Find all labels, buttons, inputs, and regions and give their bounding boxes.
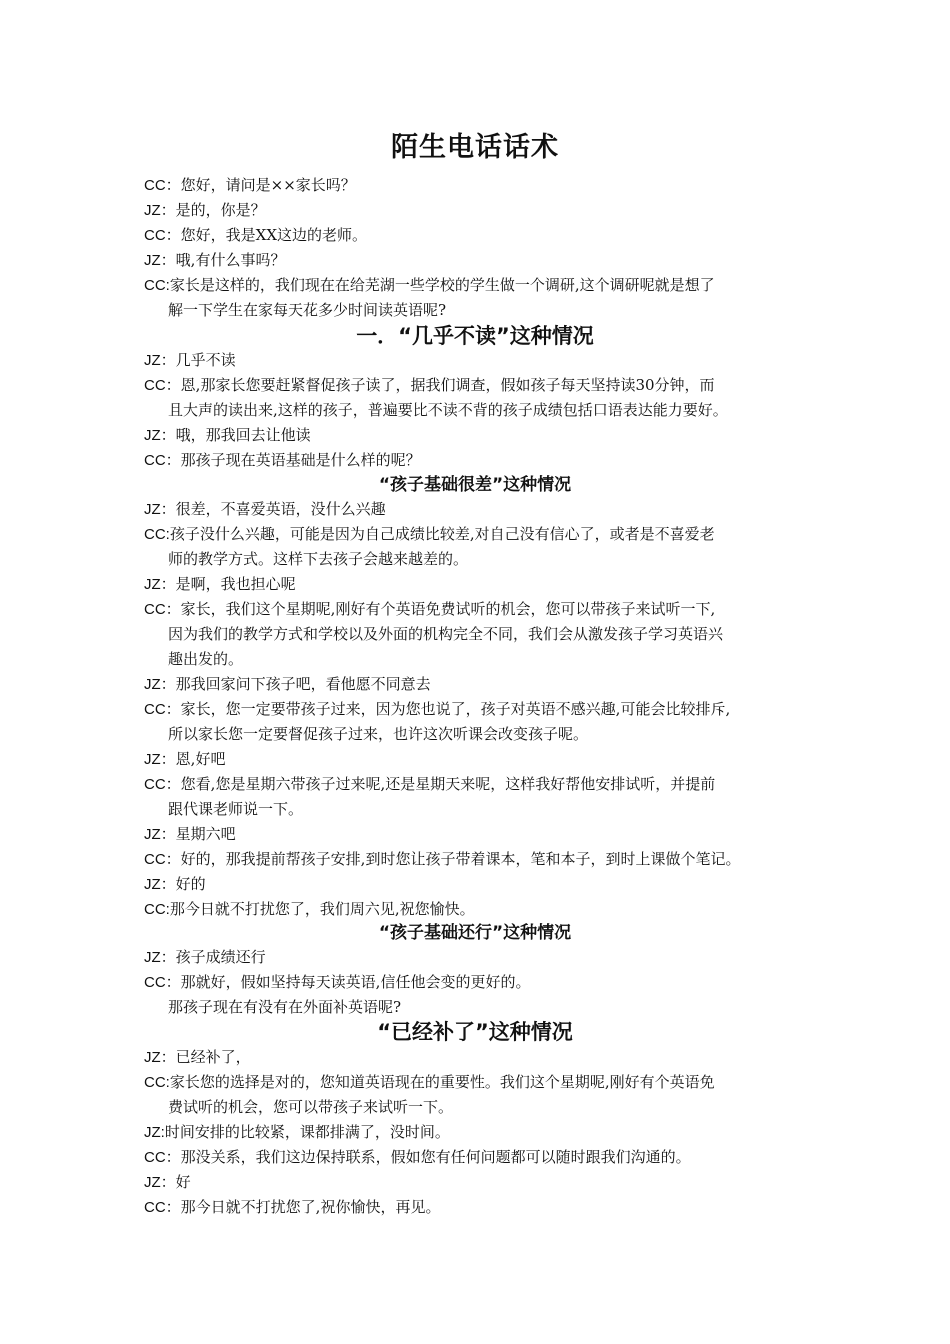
speaker-label: CC： — [144, 851, 181, 868]
dialogue-line — [144, 822, 824, 847]
dialogue-line — [144, 1145, 824, 1170]
dialogue-line — [144, 945, 824, 970]
dialogue-line — [144, 348, 824, 373]
dialogue-line — [144, 1195, 824, 1220]
speaker-label: CC： — [144, 974, 181, 991]
line-text: 师的教学方式。这样下去孩子会越来越差的。 — [168, 550, 469, 568]
speaker-label: CC： — [144, 1199, 181, 1216]
dialogue-line — [144, 897, 824, 922]
speaker-label: JZ： — [144, 676, 176, 693]
dialogue-line-continuation — [168, 622, 848, 647]
line-text: 您好，请问是××家长吗？ — [180, 176, 356, 194]
dialogue-line — [144, 772, 824, 797]
line-text: 趣出发的。 — [168, 650, 244, 668]
dialogue-line — [144, 1170, 824, 1195]
dialogue-line — [144, 223, 824, 248]
dialogue-line-continuation — [168, 995, 848, 1020]
line-text: 家长，您一定要带孩子过来，因为您也说了，孩子对英语不感兴趣,可能会比较排斥, — [180, 700, 731, 718]
dialogue-line — [144, 747, 824, 772]
line-text: 家长您的选择是对的，您知道英语现在的重要性。我们这个星期呢,刚好有个英语免 — [169, 1073, 715, 1091]
line-text: 那孩子现在有没有在外面补英语呢? — [168, 998, 402, 1016]
speaker-label: CC： — [144, 1149, 181, 1166]
dialogue-line — [144, 373, 824, 398]
dialogue-line — [144, 597, 824, 622]
line-text: 家长是这样的，我们现在在给芜湖一些学校的学生做一个调研,这个调研呢就是想了 — [169, 276, 715, 294]
speaker-label: JZ: — [144, 1124, 165, 1141]
line-text: 所以家长您一定要督促孩子过来，也许这次听课会改变孩子呢。 — [168, 725, 589, 743]
dialogue-line — [144, 273, 824, 298]
line-text: 解一下学生在家每天花多少时间读英语呢? — [168, 301, 447, 319]
section-heading: “孩子基础很差”这种情况 — [378, 475, 572, 495]
speaker-label: CC: — [144, 526, 170, 543]
line-text: 那今日就不打扰您了，我们周六见,祝您愉快。 — [169, 900, 475, 918]
speaker-label: CC: — [144, 277, 170, 294]
line-text: 哦,有什么事吗？ — [175, 251, 286, 269]
speaker-label: JZ： — [144, 826, 176, 843]
speaker-label: CC: — [144, 1074, 170, 1091]
dialogue-line — [144, 572, 824, 597]
speaker-label: JZ： — [144, 427, 176, 444]
speaker-label: JZ： — [144, 352, 176, 369]
speaker-label: JZ： — [144, 949, 176, 966]
speaker-label: CC： — [144, 701, 181, 718]
dialogue-line — [144, 1120, 824, 1145]
line-text: 那孩子现在英语基础是什么样的呢？ — [180, 451, 421, 469]
dialogue-line-continuation — [168, 547, 848, 572]
dialogue-line-continuation — [168, 797, 848, 822]
dialogue-line — [144, 448, 824, 473]
line-text: 那今日就不打扰您了,祝你愉快，再见。 — [180, 1198, 441, 1216]
line-text: 几乎不读 — [175, 351, 236, 369]
section-heading: “孩子基础还行”这种情况 — [378, 923, 572, 943]
dialogue-line — [144, 697, 824, 722]
dialogue-line — [144, 423, 824, 448]
speaker-label: CC： — [144, 452, 181, 469]
dialogue-line — [144, 1045, 824, 1070]
line-text: 您看,您是星期六带孩子过来呢,还是星期天来呢，这样我好帮他安排试听，并提前 — [180, 775, 716, 793]
dialogue-line-continuation — [168, 298, 848, 323]
line-text: 您好，我是XX这边的老师。 — [180, 226, 368, 244]
dialogue-line-continuation — [168, 722, 848, 747]
speaker-label: JZ： — [144, 202, 176, 219]
dialogue-line — [144, 522, 824, 547]
speaker-label: JZ： — [144, 876, 176, 893]
line-text: 那没关系，我们这边保持联系，假如您有任何问题都可以随时跟我们沟通的。 — [180, 1148, 691, 1166]
dialogue-line — [144, 847, 824, 872]
line-text: 孩子成绩还行 — [175, 948, 266, 966]
speaker-label: JZ： — [144, 576, 176, 593]
line-text: 恩,好吧 — [175, 750, 226, 768]
speaker-label: CC： — [144, 177, 181, 194]
dialogue-line-continuation — [168, 647, 848, 672]
line-text: 好的，那我提前帮孩子安排,到时您让孩子带着课本，笔和本子，到时上课做个笔记。 — [180, 850, 741, 868]
dialogue-line — [144, 672, 824, 697]
speaker-label: CC： — [144, 776, 181, 793]
dialogue-line — [144, 970, 824, 995]
section-heading: “已经补了”这种情况 — [377, 1020, 573, 1044]
line-text: 很差，不喜爱英语，没什么兴趣 — [175, 500, 386, 518]
speaker-label: CC： — [144, 601, 181, 618]
speaker-label: CC: — [144, 901, 170, 918]
speaker-label: CC： — [144, 227, 181, 244]
line-text: 哦，那我回去让他读 — [175, 426, 311, 444]
dialogue-line — [144, 248, 824, 273]
dialogue-line — [144, 1070, 824, 1095]
dialogue-line — [144, 173, 824, 198]
line-text: 好的 — [175, 875, 206, 893]
speaker-label: JZ： — [144, 501, 176, 518]
line-text: 是的，你是？ — [175, 201, 266, 219]
line-text: 孩子没什么兴趣，可能是因为自己成绩比较差,对自己没有信心了，或者是不喜爱老 — [169, 525, 715, 543]
speaker-label: JZ： — [144, 751, 176, 768]
line-text: 是啊，我也担心呢 — [175, 575, 296, 593]
dialogue-line-continuation — [168, 398, 848, 423]
speaker-label: JZ： — [144, 1049, 176, 1066]
section-heading: 一．“几乎不读”这种情况 — [356, 324, 594, 348]
line-text: 费试听的机会，您可以带孩子来试听一下。 — [168, 1098, 454, 1116]
line-text: 家长，我们这个星期呢,刚好有个英语免费试听的机会，您可以带孩子来试听一下, — [180, 600, 716, 618]
speaker-label: JZ： — [144, 252, 176, 269]
line-text: 那就好，假如坚持每天读英语,信任他会变的更好的。 — [180, 973, 531, 991]
line-text: 好 — [175, 1173, 191, 1191]
dialogue-line-continuation — [168, 1095, 848, 1120]
dialogue-line — [144, 872, 824, 897]
line-text: 因为我们的教学方式和学校以及外面的机构完全不同，我们会从激发孩子学习英语兴 — [168, 625, 724, 643]
line-text: 恩,那家长您要赶紧督促孩子读了，据我们调查，假如孩子每天坚持读30分钟，而 — [180, 376, 715, 394]
line-text: 已经补了， — [175, 1048, 251, 1066]
document-title: 陌生电话话术 — [391, 132, 559, 163]
speaker-label: JZ： — [144, 1174, 176, 1191]
dialogue-line — [144, 497, 824, 522]
dialogue-line — [144, 198, 824, 223]
line-text: 那我回家问下孩子吧，看他愿不同意去 — [175, 675, 431, 693]
line-text: 时间安排的比较紧，课都排满了，没时间。 — [164, 1123, 450, 1141]
speaker-label: CC： — [144, 377, 181, 394]
line-text: 星期六吧 — [175, 825, 236, 843]
line-text: 跟代课老师说一下。 — [168, 800, 304, 818]
line-text: 且大声的读出来,这样的孩子，普遍要比不读不背的孩子成绩包括口语表达能力要好。 — [168, 401, 728, 419]
